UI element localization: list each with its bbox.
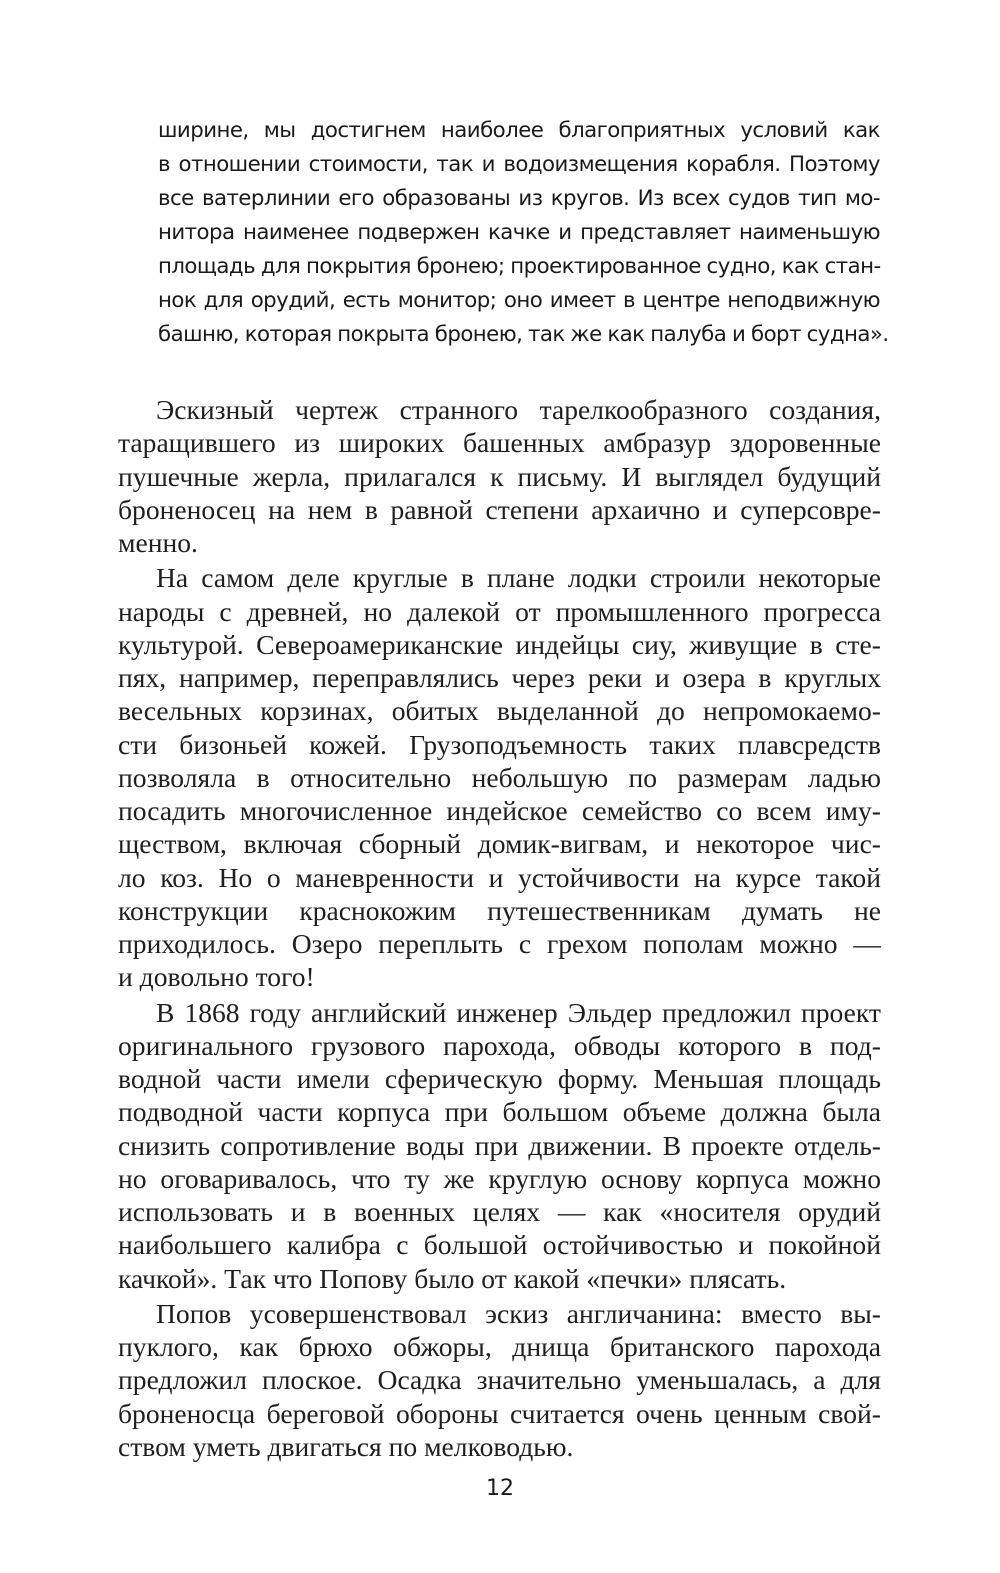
text-line: броненосец на нем в равной степени архаично и суперсовре- [118,493,881,525]
quote-line: башню, которая покрыта бронею, так же как палуба и борт судна». [158,322,889,347]
text-line: пушечные жерла, прилагался к письму. И выглядел будущий [118,460,881,492]
text-line: ством уметь двигаться по мелководью. [118,1430,574,1462]
paragraph [118,561,881,993]
paragraph [118,1297,881,1463]
text-line: ществом, включая сборный домик-вигвам, и некоторое чис- [118,828,881,860]
quote-line: в отношении стоимости, так и водоизмещения корабля. Поэтому [158,152,880,177]
text-line: конструкции краснокожим путешественникам думать не [118,894,881,926]
quote-line: площадь для покрытия бронею; проектированное судно, как стан- [158,254,881,279]
text-line: подводной части корпуса при большом объеме должна была [118,1096,881,1128]
text-line: наибольшего калибра с большой остойчивостью и покойной [118,1229,881,1261]
text-line: пях, например, переправлялись через реки и озера в круглых [118,662,881,693]
text-line: снизить сопротивление воды при движении. В проекте отдель- [118,1129,881,1161]
text-line: весельных корзинах, обитых выделанной до непромокаемо- [118,695,881,727]
quote-line: ширине, мы достигнем наиболее благоприятных условий как [158,118,880,143]
text-line: приходилось. Озеро переплыть с грехом пополам можно — [118,928,881,959]
paragraph [118,996,881,1295]
text-line: менно. [118,527,198,558]
text-line: Эскизный чертеж странного тарелкообразного создания, [156,394,881,425]
text-line: В 1868 году английский инженер Эльдер предложил проект [156,996,881,1028]
text-line: На самом деле круглые в плане лодки строили некоторые [156,562,881,594]
text-line: ло коз. Но о маневренности и устойчивости на курсе такой [118,861,881,893]
quote-line: нок для орудий, есть монитор; оно имеет в центре неподвижную [158,288,880,313]
text-line: использовать и в военных целях — как «носителя орудий [118,1196,881,1227]
text-line: водной части имели сферическую форму. Меньшая площадь [118,1063,881,1094]
text-line: посадить многочисленное индейское семейство со всем иму- [118,795,881,826]
text-line: но оговаривалось, что ту же круглую основу корпуса можно [118,1162,881,1194]
page-number: 12 [486,1476,514,1501]
text-line: оригинального грузового парохода, обводы которого в под- [118,1029,881,1061]
body-text [118,393,881,1465]
text-line: сти бизоньей кожей. Грузоподъемность таких плавсредств [118,728,881,760]
text-line: броненосца береговой обороны считается очень ценным свой- [118,1397,881,1429]
quote-block [158,114,889,352]
text-line: народы с древней, но далекой от промышленного прогресса [118,595,881,627]
text-line: и довольно того! [118,961,315,993]
text-line: предложил плоское. Осадка значительно уменьшалась, а для [118,1364,881,1396]
paragraph [118,393,881,559]
text-line: качкой». Так что Попову было от какой «печки» плясать. [118,1262,787,1294]
text-line: Попов усовершенствовал эскиз англичанина: вместо вы- [156,1297,881,1329]
quote-line: все ватерлинии его образованы из кругов. Из всех судов тип мо- [158,186,880,211]
text-line: культурой. Североамериканские индейцы сиу, живущие в сте- [118,628,881,660]
text-line: позволяла в относительно небольшую по размерам ладью [118,761,881,793]
quote-line: нитора наименее подвержен качке и представляет наименьшую [158,220,880,245]
text-line: пуклого, как брюхо обжоры, днища британского парохода [118,1331,881,1362]
text-line: таращившего из широких башенных амбразур здоровенные [118,427,881,459]
